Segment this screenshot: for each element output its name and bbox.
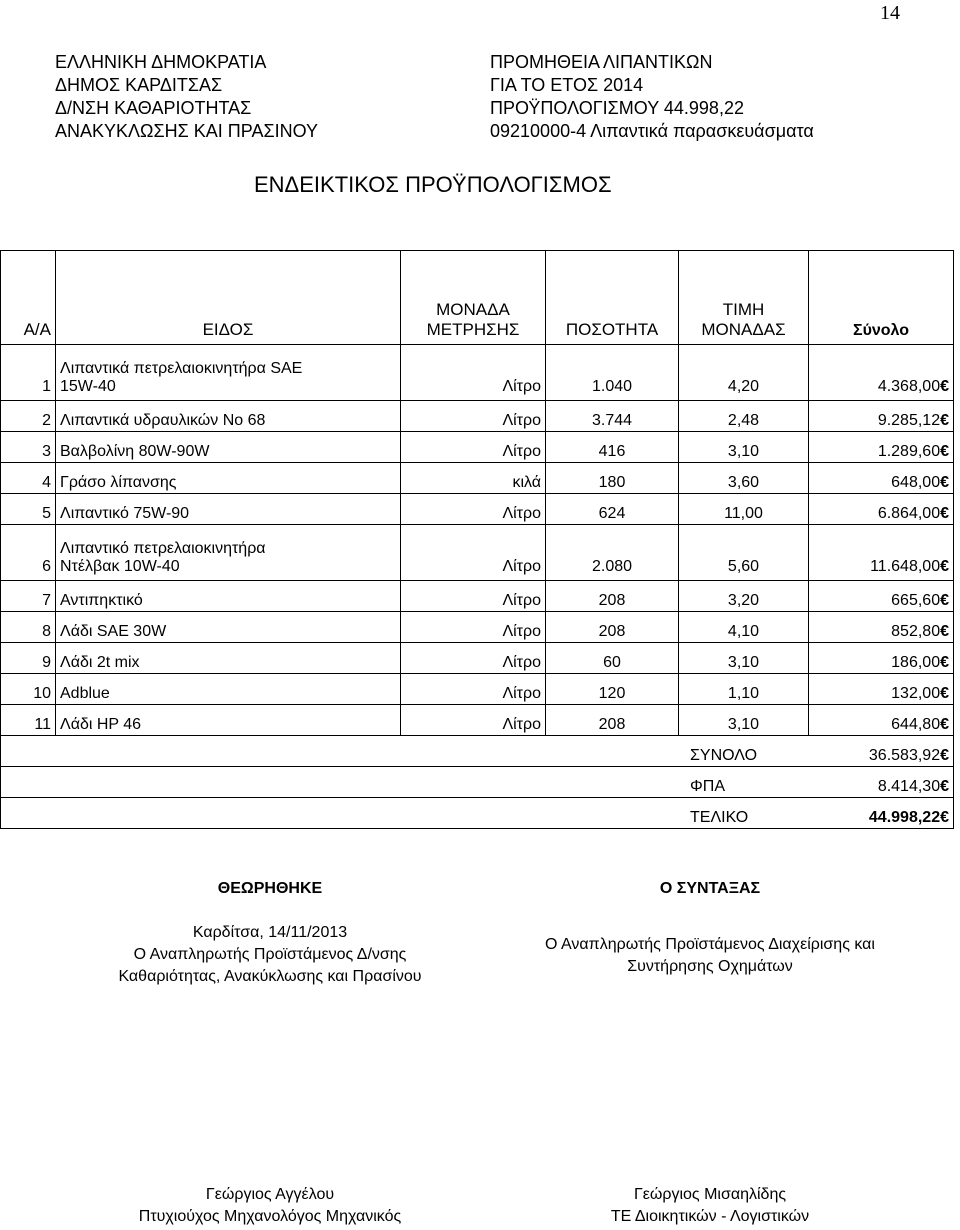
author-line: Ο Αναπληρωτής Προϊστάμενος Διαχείρισης και: [545, 936, 875, 953]
header-subject-line: ΠΡΟΜΗΘΕΙΑ ΛΙΠΑΝΤΙΚΩΝ: [490, 52, 713, 72]
row-unit: Λίτρο: [401, 401, 546, 432]
row-aa: 1: [1, 345, 56, 401]
approved-heading: ΘΕΩΡΗΘΗΚΕ: [217, 880, 323, 897]
row-aa: 11: [1, 705, 56, 736]
table-row: [1, 345, 954, 401]
table-row: [1, 432, 954, 463]
row-qty: 208: [546, 581, 679, 612]
row-aa: 2: [1, 401, 56, 432]
row-qty: 2.080: [546, 525, 679, 581]
row-aa: 3: [1, 432, 56, 463]
row-total: 644,80€: [809, 705, 954, 736]
row-total: 852,80€: [809, 612, 954, 643]
row-qty: 208: [546, 612, 679, 643]
summary-value: 44.998,22€: [809, 798, 954, 829]
euro-icon: €: [940, 378, 949, 395]
row-qty: 208: [546, 705, 679, 736]
header-issuer-line: ΔΗΜΟΣ ΚΑΡΔΙΤΣΑΣ: [55, 75, 223, 95]
header-unit: ΜΟΝΑΔΑ ΜΕΤΡΗΣΗΣ: [401, 251, 546, 345]
summary-row: [1, 798, 954, 829]
summary-blank: [1, 798, 809, 829]
header-issuer-line: Δ/ΝΣΗ ΚΑΘΑΡΙΟΤΗΤΑΣ: [55, 98, 252, 118]
row-item: Λάδι SAE 30W: [56, 612, 401, 643]
header-subject-line: 09210000-4 Λιπαντικά παρασκευάσματα: [490, 121, 814, 141]
header-price: ΤΙΜΗ ΜΟΝΑΔΑΣ: [679, 251, 809, 345]
table-row: [1, 494, 954, 525]
row-total: 9.285,12€: [809, 401, 954, 432]
row-item: Βαλβολίνη 80W-90W: [56, 432, 401, 463]
summary-blank: [1, 736, 809, 767]
euro-icon: €: [940, 623, 949, 640]
row-price: 3,20: [679, 581, 809, 612]
row-unit: Λίτρο: [401, 345, 546, 401]
row-unit: Λίτρο: [401, 581, 546, 612]
row-aa: 7: [1, 581, 56, 612]
euro-icon: €: [940, 505, 949, 522]
row-total: 11.648,00€: [809, 525, 954, 581]
row-qty: 1.040: [546, 345, 679, 401]
header-issuer-line: ΑΝΑΚΥΚΛΩΣΗΣ ΚΑΙ ΠΡΑΣΙΝΟΥ: [55, 121, 319, 141]
euro-icon: €: [940, 412, 949, 429]
header-issuer: [55, 51, 318, 143]
header-subject-line: ΠΡΟΫΠΟΛΟΓΙΣΜΟΥ 44.998,22: [490, 98, 744, 118]
table-row: [1, 643, 954, 674]
row-total: 1.289,60€: [809, 432, 954, 463]
row-qty: 60: [546, 643, 679, 674]
row-item: Λιπαντικό 75W-90: [56, 494, 401, 525]
table-row: [1, 581, 954, 612]
row-unit: Λίτρο: [401, 612, 546, 643]
euro-icon: €: [940, 685, 949, 702]
row-price: 3,60: [679, 463, 809, 494]
row-price: 2,48: [679, 401, 809, 432]
row-qty: 624: [546, 494, 679, 525]
summary-value: 8.414,30€: [809, 767, 954, 798]
row-qty: 120: [546, 674, 679, 705]
budget-table: [0, 250, 954, 829]
euro-icon: €: [940, 747, 949, 764]
summary-row: [1, 736, 954, 767]
author-line: Συντήρησης Οχημάτων: [627, 958, 793, 975]
signature-left: [60, 878, 480, 988]
approval-line: Καρδίτσα, 14/11/2013: [192, 924, 348, 941]
row-unit: Λίτρο: [401, 643, 546, 674]
euro-icon: €: [940, 716, 949, 733]
summary-value: 36.583,92€: [809, 736, 954, 767]
row-price: 11,00: [679, 494, 809, 525]
row-price: 3,10: [679, 705, 809, 736]
row-unit: κιλά: [401, 463, 546, 494]
table-row: [1, 612, 954, 643]
row-aa: 10: [1, 674, 56, 705]
approval-line: Καθαριότητας, Ανακύκλωσης και Πρασίνου: [118, 968, 422, 985]
row-price: 4,10: [679, 612, 809, 643]
summary-label: ΦΠΑ: [690, 778, 725, 795]
row-price: 5,60: [679, 525, 809, 581]
header-subject: [490, 51, 814, 143]
signatory-left: [60, 1184, 480, 1228]
euro-icon: €: [940, 558, 949, 575]
row-aa: 8: [1, 612, 56, 643]
row-unit: Λίτρο: [401, 674, 546, 705]
row-price: 3,10: [679, 432, 809, 463]
signatory-title: ΤΕ Διοικητικών - Λογιστικών: [610, 1208, 810, 1225]
header-issuer-line: ΕΛΛΗΝΙΚΗ ΔΗΜΟΚΡΑΤΙΑ: [55, 52, 267, 72]
summary-row: [1, 767, 954, 798]
table-row: [1, 705, 954, 736]
row-item: Λιπαντικά υδραυλικών Νο 68: [56, 401, 401, 432]
row-unit: Λίτρο: [401, 432, 546, 463]
euro-icon: €: [940, 443, 949, 460]
euro-icon: €: [940, 809, 949, 826]
euro-icon: €: [940, 654, 949, 671]
summary-label: ΣΥΝΟΛΟ: [690, 747, 758, 764]
header-aa: Α/Α: [1, 251, 56, 345]
table-row: [1, 401, 954, 432]
header-total: Σύνολο: [809, 251, 954, 345]
signatory-name: Γεώργιος Μισαηλίδης: [633, 1186, 787, 1203]
document-title: ΕΝΔΕΙΚΤΙΚΟΣ ΠΡΟΫΠΟΛΟΓΙΣΜΟΣ: [254, 172, 612, 197]
signatory-title: Πτυχιούχος Μηχανολόγος Μηχανικός: [138, 1208, 402, 1225]
row-unit: Λίτρο: [401, 494, 546, 525]
row-unit: Λίτρο: [401, 525, 546, 581]
table-row: [1, 463, 954, 494]
signature-right: [500, 878, 920, 978]
table-header-row: [1, 251, 954, 345]
row-item: Λιπαντικό πετρελαιοκινητήρα Ντέλβακ 10W-40: [56, 525, 401, 581]
row-price: 4,20: [679, 345, 809, 401]
euro-icon: €: [940, 778, 949, 795]
page-number: 14: [880, 2, 900, 24]
row-aa: 5: [1, 494, 56, 525]
author-heading: Ο ΣΥΝΤΑΞΑΣ: [659, 880, 761, 897]
row-aa: 4: [1, 463, 56, 494]
euro-icon: €: [940, 474, 949, 491]
row-item: Λάδι HP 46: [56, 705, 401, 736]
row-price: 1,10: [679, 674, 809, 705]
row-total: 665,60€: [809, 581, 954, 612]
row-item: Adblue: [56, 674, 401, 705]
row-aa: 9: [1, 643, 56, 674]
row-item: Αντιπηκτικό: [56, 581, 401, 612]
row-qty: 180: [546, 463, 679, 494]
summary-blank: [1, 767, 809, 798]
row-qty: 3.744: [546, 401, 679, 432]
row-total: 6.864,00€: [809, 494, 954, 525]
row-item: Λάδι 2t mix: [56, 643, 401, 674]
row-total: 4.368,00€: [809, 345, 954, 401]
row-qty: 416: [546, 432, 679, 463]
row-unit: Λίτρο: [401, 705, 546, 736]
header-qty: ΠΟΣΟΤΗΤΑ: [546, 251, 679, 345]
header-subject-line: ΓΙΑ ΤΟ ΕΤΟΣ 2014: [490, 75, 644, 95]
row-total: 648,00€: [809, 463, 954, 494]
table-row: [1, 674, 954, 705]
row-total: 132,00€: [809, 674, 954, 705]
euro-icon: €: [940, 592, 949, 609]
header-item: ΕΙΔΟΣ: [56, 251, 401, 345]
signatory-right: [500, 1184, 920, 1228]
approval-line: Ο Αναπληρωτής Προϊστάμενος Δ/νσης: [133, 946, 407, 963]
signatory-name: Γεώργιος Αγγέλου: [205, 1186, 335, 1203]
row-aa: 6: [1, 525, 56, 581]
row-total: 186,00€: [809, 643, 954, 674]
table-row: [1, 525, 954, 581]
row-item: Λιπαντικά πετρελαιοκινητήρα SAE 15W-40: [56, 345, 401, 401]
row-item: Γράσο λίπανσης: [56, 463, 401, 494]
row-price: 3,10: [679, 643, 809, 674]
summary-label: ΤΕΛΙΚΟ: [690, 809, 749, 826]
